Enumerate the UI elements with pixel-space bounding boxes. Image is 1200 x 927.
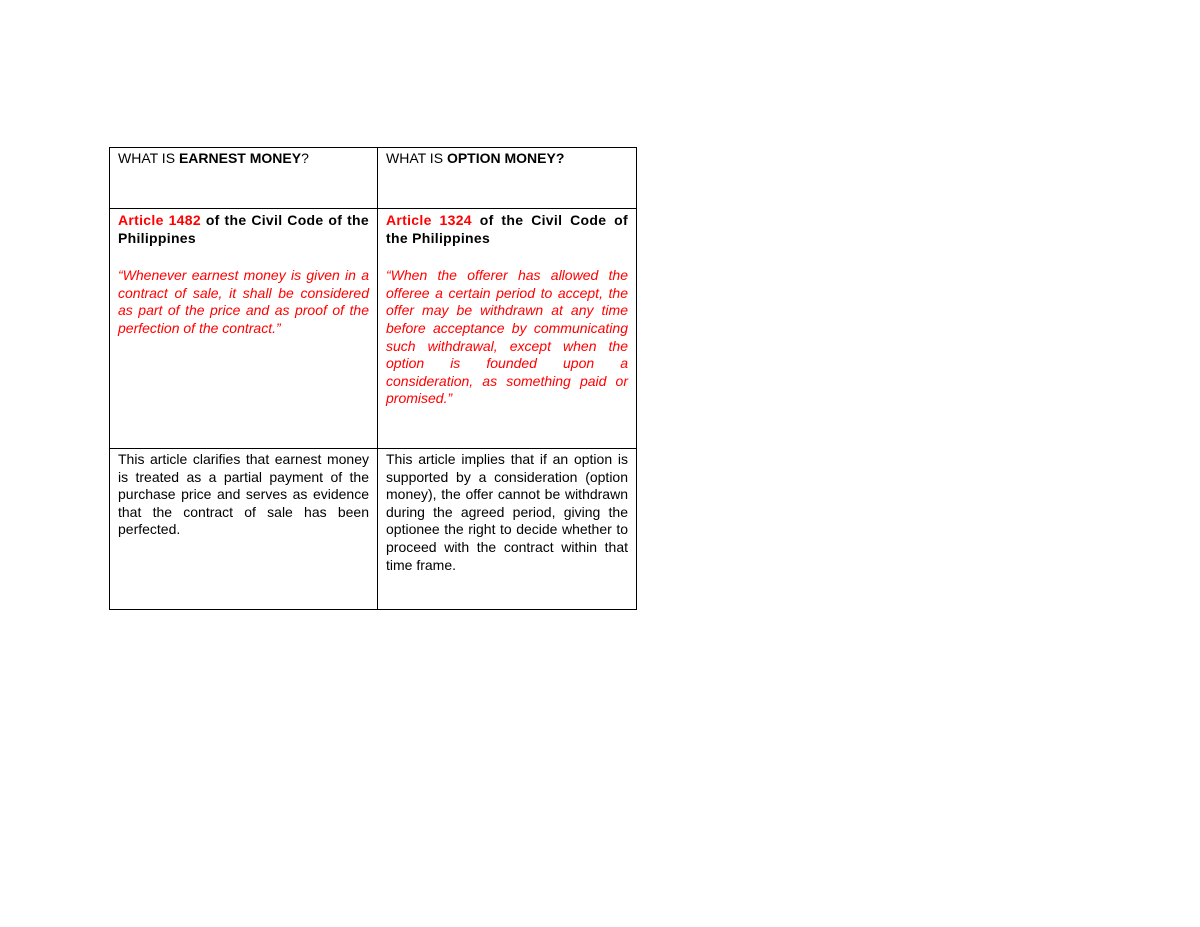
article-heading	[118, 212, 369, 247]
header-earnest-money	[118, 150, 369, 168]
header-term: EARNEST MONEY	[178, 150, 302, 166]
explanation-cell-earnest	[110, 449, 378, 610]
header-row	[110, 148, 637, 209]
article-reference: Article 1324	[386, 212, 472, 228]
header-prefix: WHAT IS	[386, 150, 447, 166]
article-source: of the Civil Code of the Philippines	[386, 212, 628, 246]
article-reference: Article 1482	[118, 212, 201, 228]
comparison-table	[109, 147, 637, 610]
header-term: OPTION MONEY?	[446, 150, 565, 166]
header-prefix: WHAT IS	[118, 150, 179, 166]
article-row	[110, 209, 637, 449]
article-quote: “When the offerer has allowed the offeree a certain period to accept, the offer may be withdrawn at any time before acceptance by communicating such withdrawal, except when the option is founded upon a consideration, as something paid or promised.”	[386, 267, 628, 407]
explanation-text: This article clarifies that earnest money is treated as a partial payment of the purchase price and serves as evidence that the contract of sale has been perfected.	[118, 451, 369, 538]
article-cell-earnest	[110, 209, 378, 449]
header-cell-option	[378, 148, 637, 209]
article-source: of the Civil Code of the Philippines	[118, 212, 369, 246]
article-cell-option	[378, 209, 637, 449]
article-quote: “Whenever earnest money is given in a contract of sale, it shall be considered as part of the price and as proof of the perfection of the contract.”	[118, 267, 369, 336]
explanation-row	[110, 449, 637, 610]
explanation-cell-option	[378, 449, 637, 610]
explanation-text: This article implies that if an option is supported by a consideration (option money), the offer cannot be withdrawn during the agreed period, giving the optionee the right to decide whether to proceed with the contract within that time frame.	[386, 451, 628, 573]
header-cell-earnest	[110, 148, 378, 209]
article-heading	[386, 212, 628, 247]
header-suffix: ?	[301, 150, 309, 166]
header-option-money	[386, 150, 628, 168]
